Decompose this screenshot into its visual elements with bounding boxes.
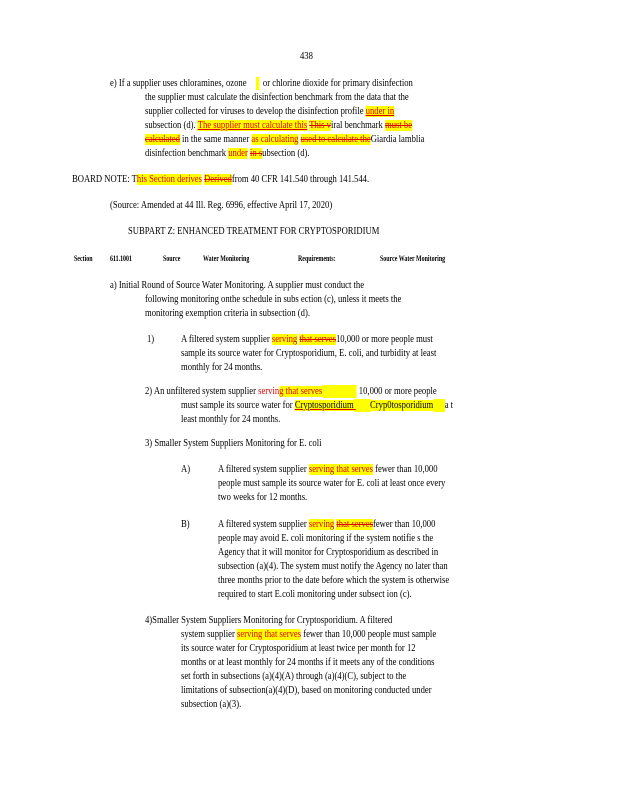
para-a4-line-4: months or at least monthly for 24 months if it meets any of the conditions [181, 657, 435, 668]
section-source: Source [163, 253, 181, 263]
page-number: 438 [300, 51, 313, 62]
para-a3A-line-1: A filtered system supplier serving that serves fewer than 10,000 [218, 464, 438, 475]
para-a1-line-1: A filtered system supplier serving that serves10,000 or more people must [181, 334, 433, 345]
para-a2-line-3: least monthly for 24 months. [181, 414, 281, 425]
board-note: BOARD NOTE: This Section derives Derivedfrom 40 CFR 141.540 through 141.544. [72, 174, 370, 185]
para-a1-number: 1) [147, 334, 155, 345]
para-a3-heading: 3) Smaller System Suppliers Monitoring for E. coli [145, 438, 322, 449]
section-number: 611.1001 [110, 253, 132, 263]
para-e-line-3: supplier collected for viruses to develop the disinfection profile under in [145, 106, 395, 117]
section-tail: Source Water Monitoring [380, 253, 446, 263]
para-a3B-line-2: people may avoid E. coli monitoring if the system notifie s the [218, 533, 434, 544]
section-label: Section [74, 253, 93, 263]
para-a4-line-7: subsection (a)(3). [181, 699, 242, 710]
para-a-line-1: a) Initial Round of Source Water Monitoring. A supplier must conduct the [110, 280, 365, 291]
para-a2-line-2: must sample its source water for Cryptosporidium Cryp0tosporidium a t [181, 400, 454, 411]
para-a1-line-2: sample its source water for Cryptosporidium, E. coli, and turbidity at least [181, 348, 437, 359]
para-a4-line-5: set forth in subsections (a)(4)(A) through (a)(4)(C), subject to the [181, 671, 407, 682]
para-a3B-line-3: Agency that it will monitor for Cryptosporidium as described in [218, 547, 439, 558]
para-a3A-line-2: people must sample its source water for E. coli at least once every [218, 478, 446, 489]
section-requirements: Requirements: [298, 253, 336, 263]
para-a4-line-6: limitations of subsection(a)(4)(D), based on monitoring conducted under [181, 685, 432, 696]
para-e-line-4: subsection (d). The supplier must calculate this This viral benchmark must be [145, 120, 413, 131]
para-a-line-3: monitoring exemption criteria in subsection (d). [145, 308, 310, 319]
para-a4-line-1: 4)Smaller System Suppliers Monitoring for Cryptosporidium. A filtered [145, 615, 393, 626]
para-a2-line-1: 2) An unfiltered system supplier serving that serves 10,000 or more people [145, 386, 437, 397]
para-a3B-number: B) [181, 519, 190, 530]
section-title: Water Monitoring [203, 253, 250, 263]
para-a4-line-3: its source water for Cryptosporidium at least twice per month for 12 [181, 643, 416, 654]
para-a3B-line-6: required to start E.coli monitoring under subsect ion (c). [218, 589, 412, 600]
para-e-line-1: e) If a supplier uses chloramines, ozone or chlorine dioxide for primary disinfection [110, 78, 413, 89]
para-e-line-5: calculated in the same manner as calculating used to calculate theGiardia lamblia [145, 134, 425, 145]
para-e-line-2: the supplier must calculate the disinfection benchmark from the data that the [145, 92, 409, 103]
subpart-heading: SUBPART Z: ENHANCED TREATMENT FOR CRYPTOSPORIDIUM [128, 226, 380, 237]
para-a1-line-3: monthly for 24 months. [181, 362, 263, 373]
para-a3A-line-3: two weeks for 12 months. [218, 492, 308, 503]
para-a3B-line-4: subsection (a)(4). The system must notify the Agency no later than [218, 561, 448, 572]
para-a3B-line-5: three months prior to the date before which the system is otherwise [218, 575, 450, 586]
para-e-line-6: disinfection benchmark under in subsection (d). [145, 148, 310, 159]
para-a-line-2: following monitoring onthe schedule in subs ection (c), unless it meets the [145, 294, 402, 305]
para-a3B-line-1: A filtered system supplier serving that servesfewer than 10,000 [218, 519, 436, 530]
source-note: (Source: Amended at 44 Ill. Reg. 6996, effective April 17, 2020) [110, 200, 333, 211]
para-a4-line-2: system supplier serving that serves fewer than 10,000 people must sample [181, 629, 437, 640]
para-a3A-number: A) [181, 464, 191, 475]
